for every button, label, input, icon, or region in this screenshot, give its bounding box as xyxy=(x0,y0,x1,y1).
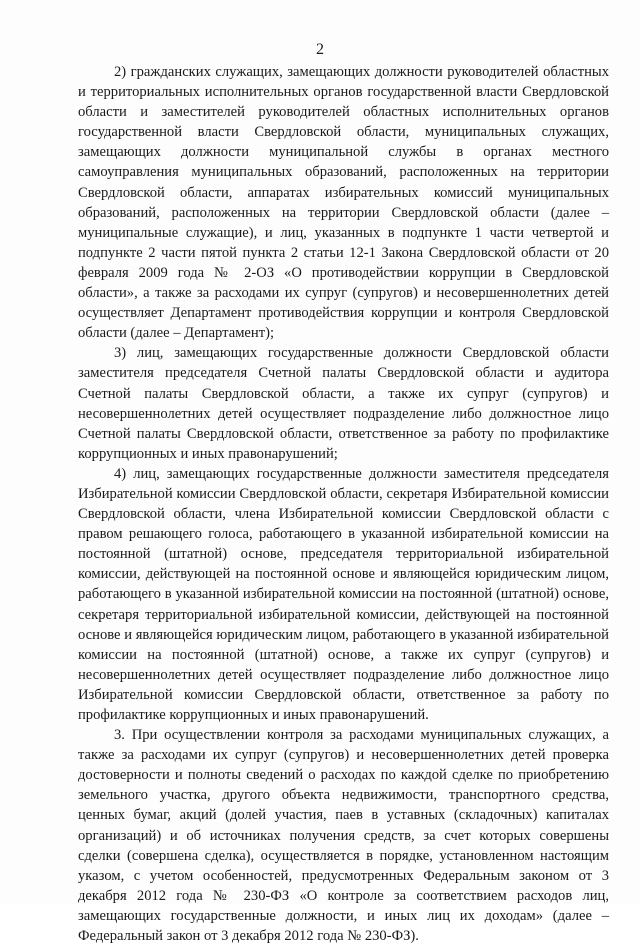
paragraph-item-2: 2) гражданских служащих, замещающих должности руководителей областных и территориальных исполнительных органов государственной власти Свердловской области и заместителей руководителей областных исполнительных органов государственной власти Свердловской области, муниципальных служащих, замещающих должности муниципальной службы в органах местного самоуправления муниципальных образований, расположенных на территории Свердловской области, аппаратах избирательных комиссий муниципальных образований, расположенных на территории Свердловской области (далее – муниципальные служащие), и лиц, указанных в подпункте 1 части четвертой и подпункте 2 части пятой пункта 2 статьи 12-1 Закона Свердловской области от 20 февраля 2009 года № 2-ОЗ «О противодействии коррупции в Свердловской области», а также за расходами их супруг (супругов) и несовершеннолетних детей осуществляет Департамент противодействия коррупции и контроля Свердловской области (далее – Департамент); xyxy=(78,64,609,342)
paragraph-clause-3: 3. При осуществлении контроля за расходами муниципальных служащих, а также за расходами их супруг (супругов) и несовершеннолетних детей проверка достоверности и полноты сведений о расходах по каждой сделке по приобретению земельного участка, другого объекта недвижимости, транспортного средства, ценных бумаг, акций (долей участия, паев в уставных (складочных) капиталах организаций) и об источниках получения средств, за счет которых совершены сделки (совершена сделка), осуществляется в порядке, установленном настоящим указом, с учетом особенностей, предусмотренных Федеральным законом от 3 декабря 2012 года № 230-ФЗ «О контроле за соответствием расходов лиц, замещающих государственные должности, и иных лиц их доходам» (далее – Федеральный закон от 3 декабря 2012 года № 230-ФЗ). xyxy=(78,727,609,945)
paragraph-item-3: 3) лиц, замещающих государственные должности Свердловской области заместителя председателя Счетной палаты Свердловской области и аудитора Счетной палаты Свердловской области, а также их супруг (супругов) и несовершеннолетних детей осуществляет подразделение либо должностное лицо Счетной палаты Свердловской области, ответственное за работу по профилактике коррупционных и иных правонарушений; xyxy=(78,345,609,462)
document-body xyxy=(78,62,609,946)
page-number: 2 xyxy=(316,41,324,58)
paragraph-item-4: 4) лиц, замещающих государственные должности заместителя председателя Избирательной комиссии Свердловской области, секретаря Избирательной комиссии Свердловской области, члена Избирательной комиссии Свердловской области с правом решающего голоса, работающего в указанной избирательной комиссии на постоянной (штатной) основе, председателя территориальной избирательной комиссии, действующей на постоянной основе и являющейся юридическим лицом, работающего в указанной избирательной комиссии на постоянной (штатной) основе, секретаря территориальной избирательной комиссии, действующей на постоянной основе и являющейся юридическим лицом, работающего в указанной избирательной комиссии на постоянной (штатной) основе, а также их супруг (супругов) и несовершеннолетних детей осуществляет подразделение либо должностное лицо Избирательной комиссии Свердловской области, ответственное за работу по профилактике коррупционных и иных правонарушений. xyxy=(78,465,609,723)
